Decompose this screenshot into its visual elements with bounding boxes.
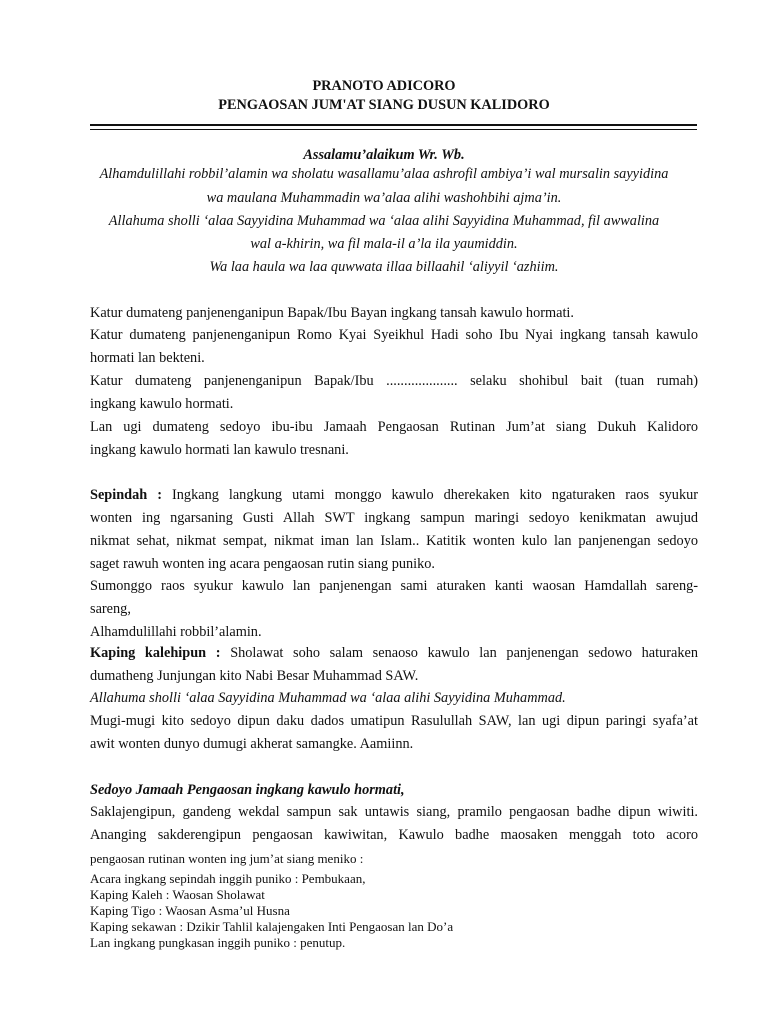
- sepindah-line: sareng,: [90, 601, 131, 617]
- sepindah-first-text: Ingkang langkung utami monggo kawulo dherekaken kito ngaturaken raos syukur: [172, 487, 699, 503]
- acara-item: Kaping Kaleh : Waosan Sholawat: [90, 887, 265, 902]
- jamaah-line: pengaosan rutinan wonten ing jum’at siang meniko :: [90, 851, 364, 866]
- kalehipun-paragraph-first: [90, 644, 698, 662]
- opening-line: Alhamdulillahi robbil’alamin wa sholatu wasallamu’alaa ashrofil ambiya’i wal mursalin sayyidina: [99, 166, 669, 182]
- title-rule-thick: [90, 124, 697, 126]
- document-subtitle: PENGAOSAN JUM'AT SIANG DUSUN KALIDORO: [218, 97, 550, 113]
- opening-line: Wa laa haula wa laa quwwata illaa billaahil ‘aliyyil ‘azhiim.: [209, 259, 559, 275]
- opening-line: Allahuma sholli ‘alaa Sayyidina Muhammad wa ‘alaa alihi Sayyidina Muhammad, fil awwalina: [108, 213, 660, 229]
- jamaah-line: Ananging sakderengipun pengaosan kawiwitan, Kawulo badhe maosaken menggah toto acoro: [90, 827, 698, 843]
- jamaah-heading: Sedoyo Jamaah Pengaosan ingkang kawulo hormati,: [90, 782, 405, 798]
- opening-line: wal a-khirin, wa fil mala-il a’la ila yaumiddin.: [250, 236, 518, 252]
- acara-item: Acara ingkang sepindah inggih puniko : Pembukaan,: [90, 871, 366, 886]
- sepindah-paragraph-first: [90, 486, 698, 504]
- title-rule-thin: [90, 129, 697, 130]
- kalehipun-first-text: Sholawat soho salam senaoso kawulo lan panjenengan sedowo haturaken: [230, 645, 698, 661]
- kalehipun-line: Mugi-mugi kito sedoyo dipun daku dados umatipun Rasulullah SAW, lan ugi dipun paringi syafa’at: [90, 713, 698, 729]
- sepindah-line: Sumonggo raos syukur kawulo lan panjenengan sami aturaken kanti waosan Hamdallah sareng-: [90, 578, 698, 594]
- greeting-line: ingkang kawulo hormati lan kawulo tresnani.: [90, 442, 349, 458]
- document-title: PRANOTO ADICORO: [312, 78, 456, 94]
- acara-item: Kaping Tigo : Waosan Asma’ul Husna: [90, 903, 290, 918]
- sepindah-line: Alhamdulillahi robbil’alamin.: [90, 624, 262, 640]
- kalehipun-line: awit wonten dunyo dumugi akherat samangke. Aamiinn.: [90, 736, 414, 752]
- sepindah-line: nikmat sehat, nikmat sempat, nikmat iman lan Islam.. Katitik wonten kulo lan panjenengan sedoyo: [90, 533, 698, 549]
- jamaah-line: Saklajengipun, gandeng wekdal sampun sak untawis siang, pramilo pengaosan badhe dipun wiwiti.: [90, 804, 698, 820]
- acara-item: Lan ingkang pungkasan inggih puniko : penutup.: [90, 935, 346, 950]
- sepindah-line: wonten ing ngarsaning Gusti Allah SWT ingkang sampun maringi sedoyo kenikmatan awujud: [90, 510, 698, 526]
- opening-line: wa maulana Muhammadin wa’alaa alihi washohbihi ajma’in.: [206, 190, 562, 206]
- sepindah-line: saget rawuh wonten ing acara pengaosan rutin siang puniko.: [90, 556, 436, 572]
- salam-line: Assalamu’alaikum Wr. Wb.: [303, 147, 465, 163]
- greeting-line: hormati lan bekteni.: [90, 350, 205, 366]
- greeting-line: Katur dumateng panjenenganipun Romo Kyai Syeikhul Hadi soho Ibu Nyai ingkang tansah kawulo: [90, 327, 698, 343]
- greeting-line: Katur dumateng panjenenganipun Bapak/Ibu .................... selaku shohibul bait (tuan rumah): [90, 373, 698, 389]
- greeting-line: Katur dumateng panjenenganipun Bapak/Ibu Bayan ingkang tansah kawulo hormati.: [90, 305, 574, 321]
- greeting-line: ingkang kawulo hormati.: [90, 396, 234, 412]
- kalehipun-label: Kaping kalehipun :: [90, 645, 221, 661]
- acara-item: Kaping sekawan : Dzikir Tahlil kalajengaken Inti Pengaosan lan Do’a: [90, 919, 454, 934]
- greeting-line: Lan ugi dumateng sedoyo ibu-ibu Jamaah Pengaosan Rutinan Jum’at siang Dukuh Kalidoro: [90, 419, 698, 435]
- kalehipun-line: Allahuma sholli ‘alaa Sayyidina Muhammad wa ‘alaa alihi Sayyidina Muhammad.: [90, 690, 566, 706]
- kalehipun-line: dumatheng Junjungan kito Nabi Besar Muhammad SAW.: [90, 668, 419, 684]
- sepindah-label: Sepindah :: [90, 487, 162, 503]
